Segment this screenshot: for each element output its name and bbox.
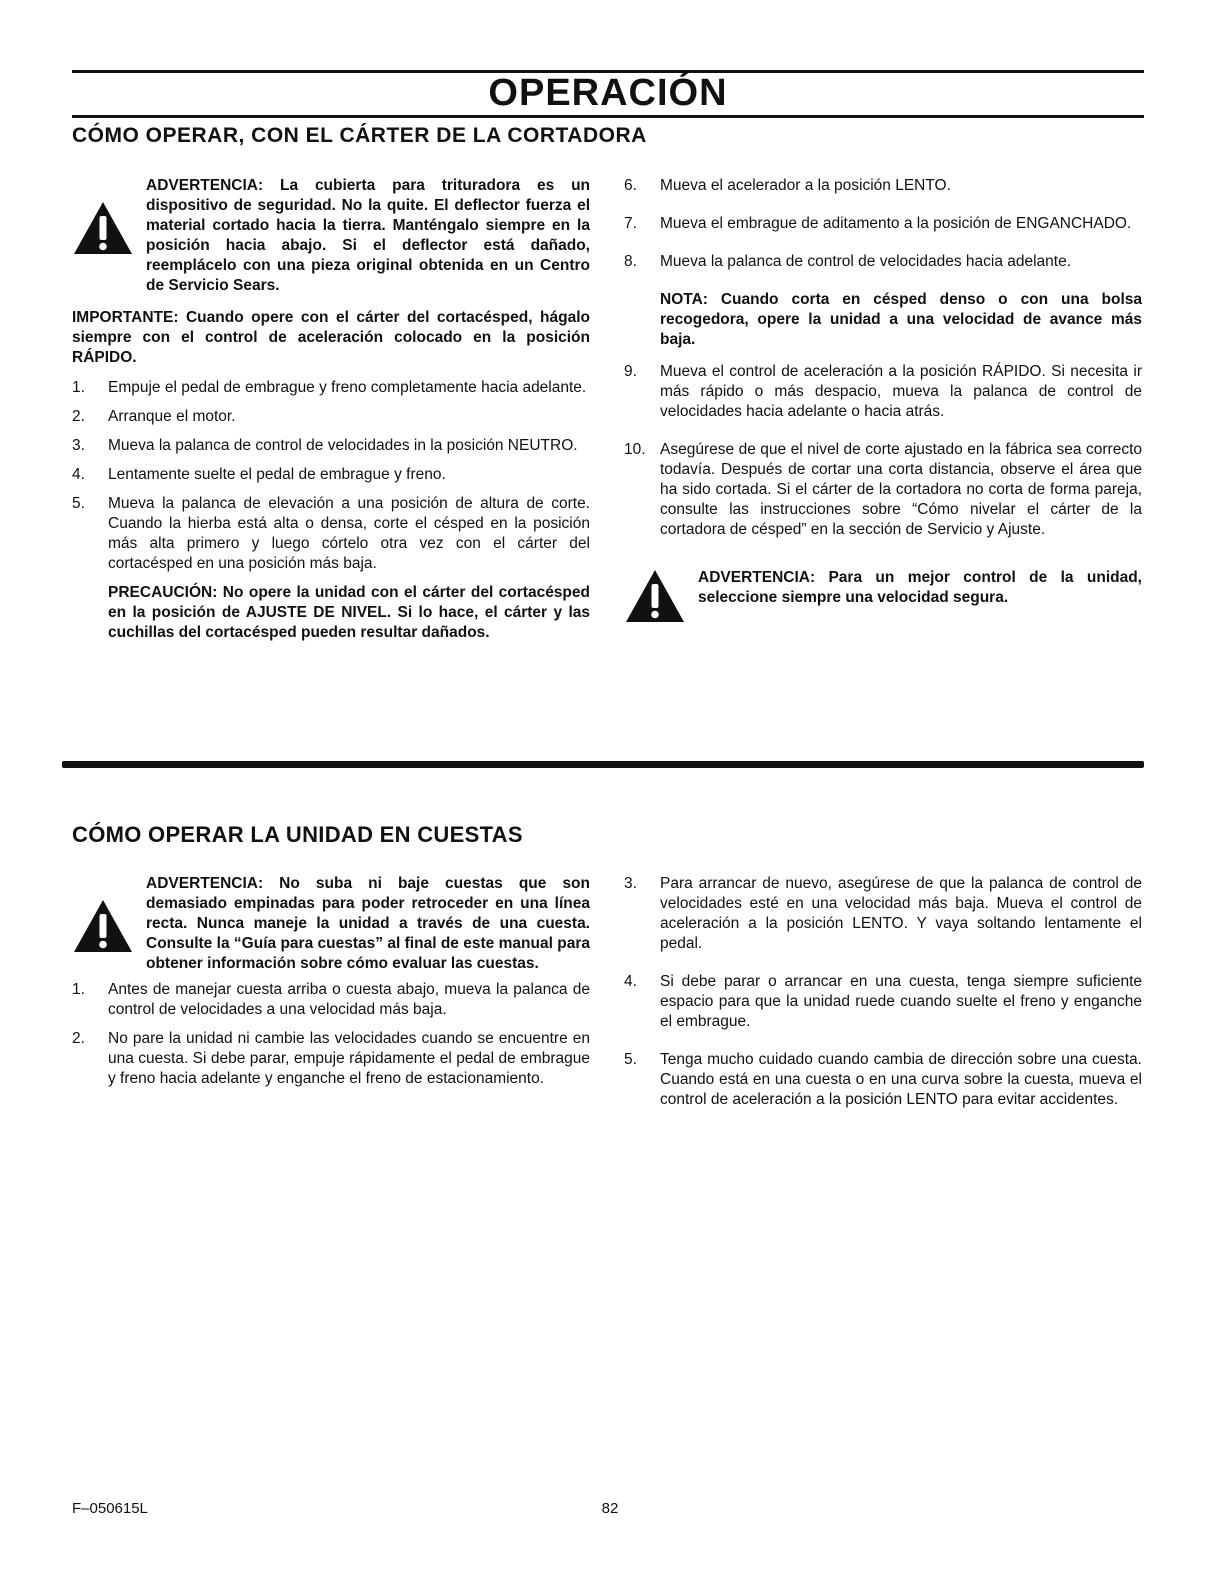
section1-left-column	[72, 176, 590, 643]
item-number: 2.	[72, 408, 85, 425]
item-text: Tenga mucho cuidado cuando cambia de dirección sobre una cuesta. Cuando está en una cuesta o en una curva sobre la cuesta, mueva el control de aceleración a la posición LENTO para evitar accidentes.	[660, 1051, 1142, 1108]
list-item	[72, 980, 590, 1020]
caution-note: PRECAUCIÓN: No opere la unidad con el cárter del cortacésped en la posición de AJUSTE DE NIVEL. Si lo hace, el cárter y las cuchillas del cortacésped pueden resultar dañados.	[108, 584, 590, 641]
list-item	[624, 214, 1142, 234]
section2-left-column	[72, 874, 590, 1098]
item-number: 8.	[624, 253, 637, 270]
speed-warning-block	[624, 568, 1142, 630]
item-number: 5.	[72, 495, 85, 512]
list-item	[624, 362, 1142, 422]
list-item	[624, 176, 1142, 196]
list-item	[72, 494, 590, 574]
item-number: 6.	[624, 177, 637, 194]
item-text: Mueva la palanca de elevación a una posición de altura de corte. Cuando la hierba está alta o densa, corte el césped en la posición más alta primero y luego córtelo otra vez con el cárter del cortacésped en una posición más baja.	[108, 495, 590, 572]
section-title-mower-deck: CÓMO OPERAR, CON EL CÁRTER DE LA CORTADORA	[72, 124, 647, 147]
warning-text: ADVERTENCIA: Para un mejor control de la unidad, seleccione siempre una velocidad segura.	[698, 569, 1142, 606]
slope-warning-block	[72, 874, 590, 974]
warning-triangle-icon	[624, 568, 686, 630]
item-text: Mueva el embrague de aditamento a la posición de ENGANCHADO.	[660, 215, 1132, 232]
item-number: 1.	[72, 981, 85, 998]
section1-right-column	[624, 176, 1142, 642]
item-number: 4.	[72, 466, 85, 483]
section2-right-column	[624, 874, 1142, 1128]
item-text: Empuje el pedal de embrague y freno completamente hacia adelante.	[108, 379, 587, 396]
item-number: 3.	[624, 875, 637, 892]
item-text: Lentamente suelte el pedal de embrague y freno.	[108, 466, 446, 483]
item-number: 7.	[624, 215, 637, 232]
list-item	[72, 378, 590, 398]
item-text: Mueva el control de aceleración a la posición RÁPIDO. Si necesita ir más rápido o más despacio, mueva la palanca de control de velocidades hacia adelante o hacia atrás.	[660, 363, 1142, 420]
warning-triangle-icon	[72, 874, 134, 960]
list-item	[72, 407, 590, 427]
item-text: Mueva el acelerador a la posición LENTO.	[660, 177, 951, 194]
warning-text: ADVERTENCIA: La cubierta para trituradora es un dispositivo de seguridad. No la quite. El deflector fuerza el material cortado hacia la tierra. Manténgalo siempre en la posición hacia abajo. Si el deflector está dañado, reemplácelo con una pieza original obtenida en un Centro de Servicio Sears.	[146, 177, 590, 294]
item-number: 5.	[624, 1051, 637, 1068]
document-code: F–050615L	[72, 1500, 148, 1517]
list-item	[624, 972, 1142, 1032]
list-item	[624, 1050, 1142, 1110]
item-text: Antes de manejar cuesta arriba o cuesta abajo, mueva la palanca de control de velocidades a una velocidad más baja.	[108, 981, 590, 1018]
warning-block	[72, 176, 590, 296]
note-block: NOTA: Cuando corta en césped denso o con una bolsa recogedora, opere la unidad a una velocidad de avance más baja.	[660, 291, 1142, 348]
item-text: Si debe parar o arrancar en una cuesta, tenga siempre suficiente espacio para que la unidad ruede cuando suelte el freno y enganche el embrague.	[660, 973, 1142, 1030]
warning-text: ADVERTENCIA: No suba ni baje cuestas que son demasiado empinadas para poder retroceder en una línea recta. Nunca maneje la unidad a través de una cuesta. Consulte la “Guía para cuestas” al final de este manual para obtener información sobre cómo evaluar las cuestas.	[146, 875, 590, 972]
list-item	[624, 874, 1142, 954]
page-number: 82	[601, 1500, 619, 1517]
title-underline	[72, 115, 1144, 118]
section-divider	[62, 761, 1144, 768]
page-title: OPERACIÓN	[488, 72, 728, 114]
item-text: Para arrancar de nuevo, asegúrese de que la palanca de control de velocidades esté en una velocidad más baja. Mueva el control de aceleración a la posición LENTO. Y vaya soltando lentamente el pedal.	[660, 875, 1142, 952]
important-note: IMPORTANTE: Cuando opere con el cárter del cortacésped, hágalo siempre con el control de aceleración colocado en la posición RÁPIDO.	[72, 309, 590, 366]
list-item	[72, 465, 590, 485]
item-text: Asegúrese de que el nivel de corte ajustado en la fábrica sea correcto todavía. Después de cortar una corta distancia, observe el área que ha sido cortada. Si el cárter de la cortadora no corta de forma pareja, consulte las instrucciones sobre “Cómo nivelar el cárter de la cortadora de césped” en la sección de Servicio y Ajuste.	[660, 441, 1142, 538]
list-item	[624, 440, 1142, 540]
item-number: 2.	[72, 1030, 85, 1047]
item-text: No pare la unidad ni cambie las velocidades cuando se encuentre en una cuesta. Si debe parar, empuje rápidamente el pedal de embrague y freno hacia adelante y enganche el freno de estacionamiento.	[108, 1030, 590, 1087]
warning-triangle-icon	[72, 176, 134, 262]
item-text: Arranque el motor.	[108, 408, 236, 425]
section-title-slopes: CÓMO OPERAR LA UNIDAD EN CUESTAS	[72, 822, 523, 847]
item-number: 9.	[624, 363, 637, 380]
list-item	[72, 1029, 590, 1089]
list-item	[72, 436, 590, 456]
list-item	[624, 252, 1142, 272]
item-text: Mueva la palanca de control de velocidades hacia adelante.	[660, 253, 1072, 270]
item-number: 1.	[72, 379, 85, 396]
item-text: Mueva la palanca de control de velocidades in la posición NEUTRO.	[108, 437, 578, 454]
item-number: 4.	[624, 973, 637, 990]
item-number: 3.	[72, 437, 85, 454]
item-number: 10.	[624, 441, 646, 458]
